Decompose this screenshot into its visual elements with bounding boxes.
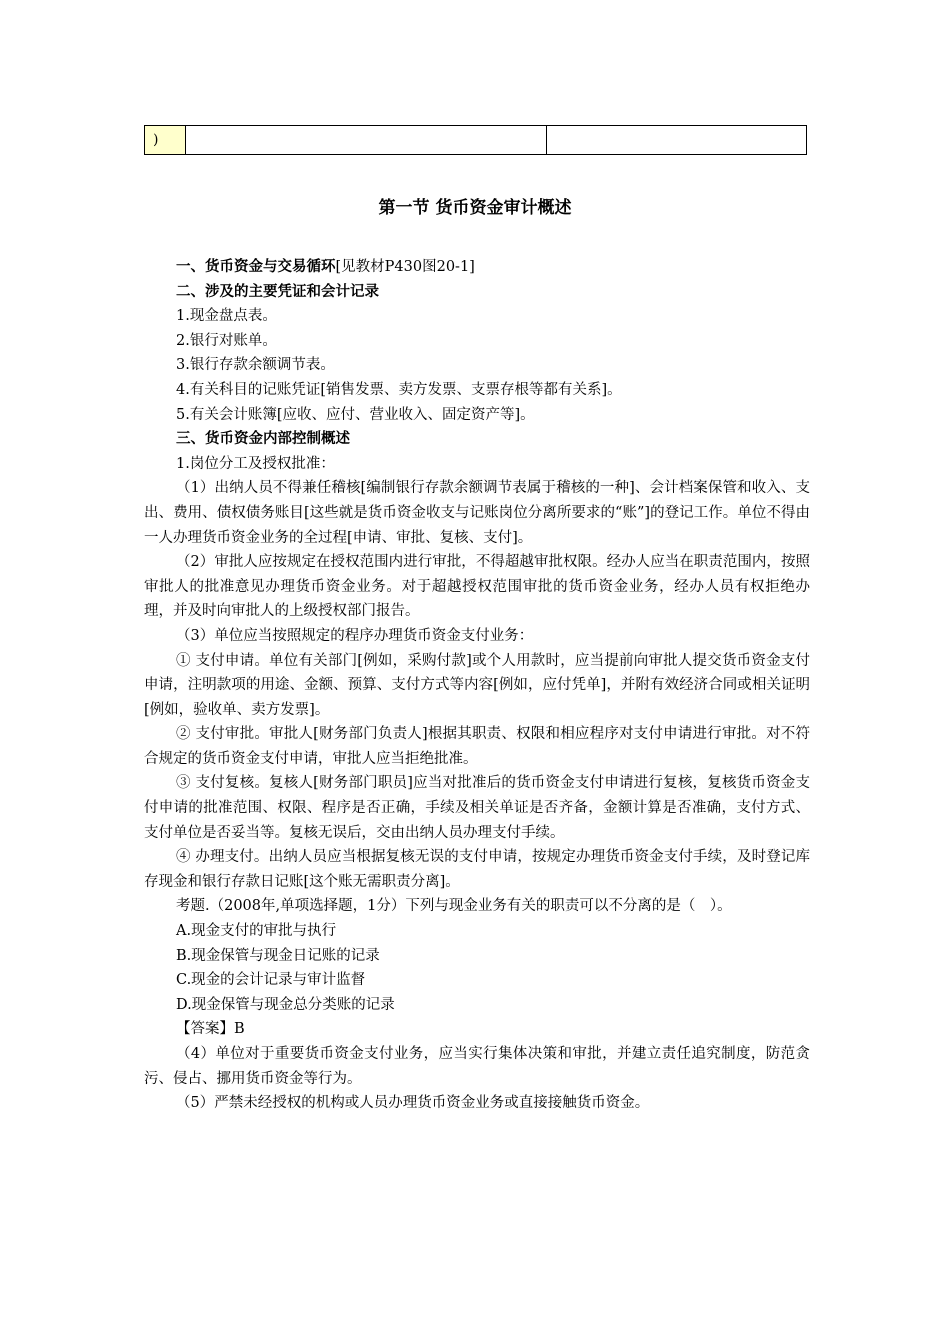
paragraph: ① 支付申请。单位有关部门[例如，采购付款]或个人用款时，应当提前向审批人提交货币资金支付申请，注明款项的用途、金额、预算、支付方式等内容[例如，应付凭单]，并附有效经济合同或相关证明[例如，验收单、卖方发票]。 — [144, 652, 810, 718]
list-item: 3.银行存款余额调节表。 — [176, 357, 335, 374]
table-fragment — [144, 125, 807, 155]
list-item: A.现金支付的审批与执行 — [176, 923, 337, 940]
list-item: 4.有关科目的记账凭证[销售发票、卖方发票、支票存根等都有关系]。 — [176, 381, 622, 398]
list-item: 5.有关会计账簿[应收、应付、营业收入、固定资产等]。 — [176, 406, 535, 423]
list-item: 1.岗位分工及授权批准： — [176, 455, 335, 472]
table-cell: ) — [145, 126, 186, 155]
paragraph: 考题.（2008年,单项选择题，1分）下列与现金业务有关的职责可以不分离的是（ ）。 — [176, 898, 732, 915]
section-title: 第一节 货币资金审计概述 — [378, 198, 572, 218]
paragraph: ② 支付审批。审批人[财务部门负责人]根据其职责、权限和相应程序对支付申请进行审批。对不符合规定的货币资金支付申请，审批人应当拒绝批准。 — [144, 726, 810, 767]
heading-text: 三、货币资金内部控制概述 — [176, 431, 350, 448]
paragraph: （5）严禁未经授权的机构或人员办理货币资金业务或直接接触货币资金。 — [176, 1095, 650, 1112]
list-item: B.现金保管与现金日记账的记录 — [176, 947, 380, 964]
paragraph: （1）出纳人员不得兼任稽核[编制银行存款余额调节表属于稽核的一种]、会计档案保管和收入、支出、费用、债权债务账目[这些就是货币资金收支与记账岗位分离所要求的“账”]的登记工作。单位不得由一人办理货币资金业务的全过程[申请、审批、复核、支付]。 — [144, 480, 810, 546]
table-cell — [186, 126, 547, 155]
document-body — [144, 255, 810, 1116]
heading-text: 一、货币资金与交易循环 — [176, 259, 336, 275]
paragraph: （4）单位对于重要货币资金支付业务，应当实行集体决策和审批，并建立责任追究制度，防范贪污、侵占、挪用货币资金等行为。 — [144, 1046, 810, 1087]
list-item: 1.现金盘点表。 — [176, 308, 277, 325]
section-heading — [144, 255, 810, 280]
paragraph: （3）单位应当按照规定的程序办理货币资金支付业务： — [176, 627, 534, 644]
section-heading — [144, 280, 810, 305]
list-item: 2.银行对账单。 — [176, 332, 277, 349]
section-heading — [144, 427, 810, 452]
list-item: C.现金的会计记录与审计监督 — [176, 972, 366, 989]
heading-reference: [见教材P430图20-1] — [335, 259, 475, 275]
heading-text: 二、涉及的主要凭证和会计记录 — [176, 283, 379, 300]
list-item: D.现金保管与现金总分类账的记录 — [176, 996, 395, 1013]
table-cell — [547, 126, 807, 155]
paragraph: ④ 办理支付。出纳人员应当根据复核无误的支付申请，按规定办理货币资金支付手续，及时登记库存现金和银行存款日记账[这个账无需职责分离]。 — [144, 849, 810, 890]
paragraph: ③ 支付复核。复核人[财务部门职员]应当对批准后的货币资金支付申请进行复核，复核货币资金支付申请的批准范围、权限、程序是否正确，手续及相关单证是否齐备，金额计算是否准确，支付方式、支付单位是否妥当等。复核无误后，交由出纳人员办理支付手续。 — [144, 775, 810, 841]
list-item: 【答案】B — [176, 1021, 245, 1038]
paragraph: （2）审批人应按规定在授权范围内进行审批，不得超越审批权限。经办人应当在职责范围内，按照审批人的批准意见办理货币资金业务。对于超越授权范围审批的货币资金业务，经办人员有权拒绝办理，并及时向审批人的上级授权部门报告。 — [144, 554, 810, 620]
table-row — [145, 126, 807, 155]
